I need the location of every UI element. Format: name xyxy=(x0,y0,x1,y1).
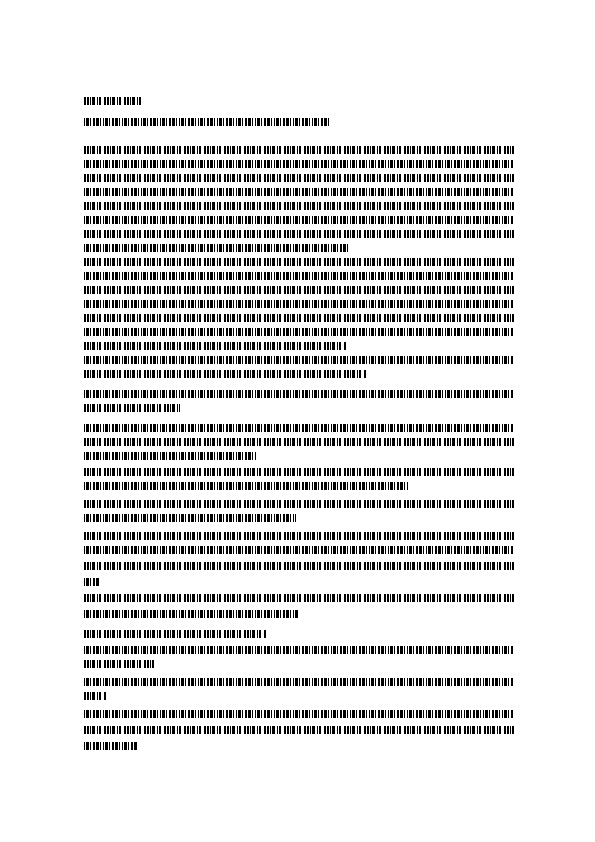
document-heading-line xyxy=(84,97,144,105)
text-line xyxy=(84,742,138,750)
text-line xyxy=(84,546,514,554)
text-line xyxy=(84,610,298,618)
text-line xyxy=(84,438,514,446)
text-line xyxy=(84,202,514,210)
text-line xyxy=(84,160,514,168)
text-line xyxy=(84,244,349,252)
text-line xyxy=(84,646,514,654)
text-line xyxy=(84,630,266,638)
text-line xyxy=(84,710,514,718)
text-line xyxy=(84,188,514,196)
document-title-line xyxy=(84,118,329,126)
text-line xyxy=(84,482,409,490)
text-line xyxy=(84,314,514,322)
text-line xyxy=(84,286,514,294)
text-line xyxy=(84,258,514,266)
text-line xyxy=(84,514,296,522)
text-line xyxy=(84,678,514,686)
text-line xyxy=(84,356,514,364)
text-line xyxy=(84,146,514,154)
text-line xyxy=(84,726,514,734)
text-line xyxy=(84,578,100,586)
text-line xyxy=(84,660,154,668)
text-line xyxy=(84,370,366,378)
text-line xyxy=(84,300,514,308)
text-line xyxy=(84,216,514,224)
text-line xyxy=(84,692,106,700)
text-line xyxy=(84,532,514,540)
text-line xyxy=(84,230,514,238)
text-line xyxy=(84,174,514,182)
text-line xyxy=(84,390,514,398)
text-line xyxy=(84,562,514,570)
text-line xyxy=(84,342,346,350)
text-line xyxy=(84,328,514,336)
text-line xyxy=(84,272,514,280)
text-line xyxy=(84,468,514,476)
text-line xyxy=(84,424,514,432)
text-line xyxy=(84,594,514,602)
text-line xyxy=(84,452,256,460)
text-line xyxy=(84,404,180,412)
text-line xyxy=(84,500,514,508)
